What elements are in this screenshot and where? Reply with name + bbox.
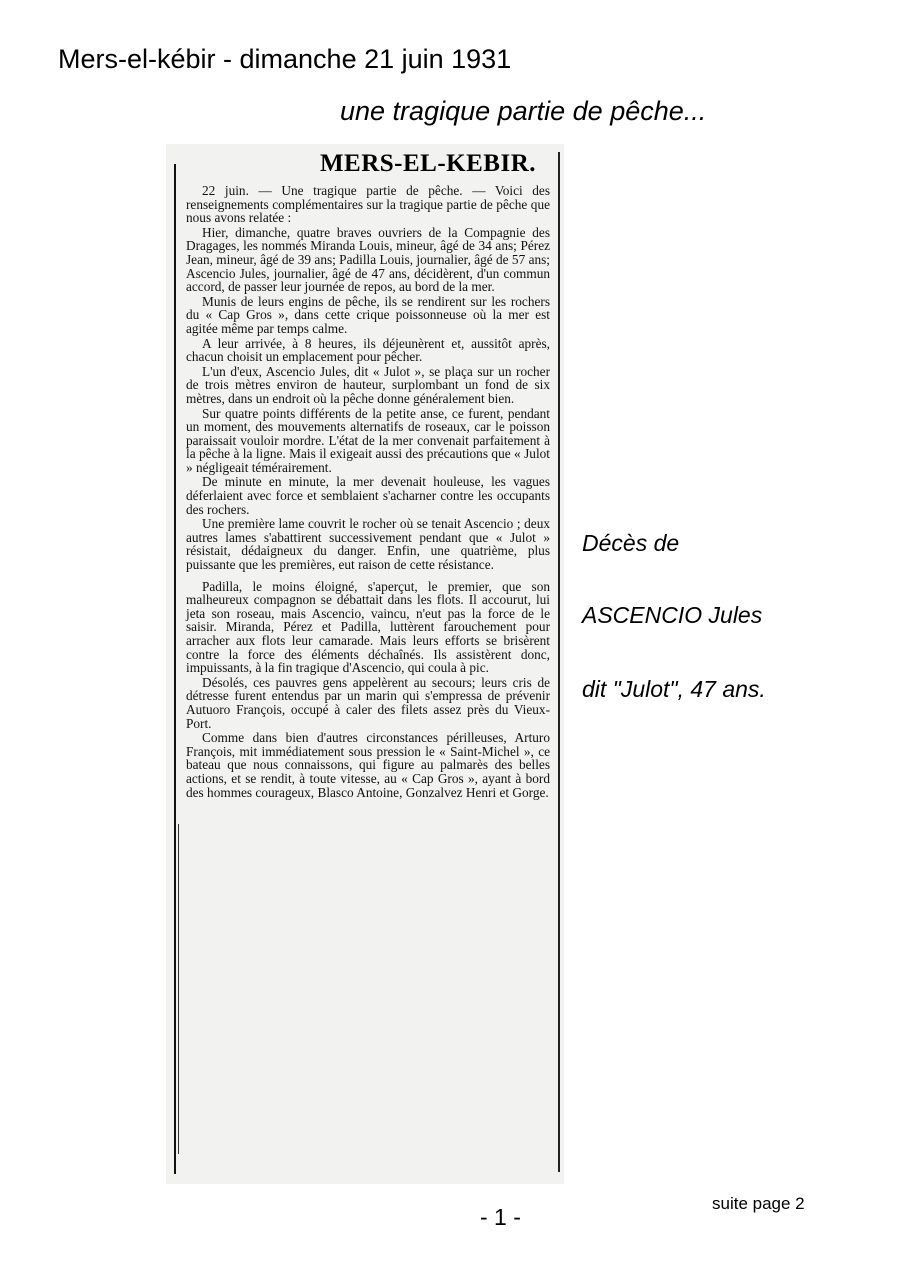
continuation-note: suite page 2: [712, 1194, 805, 1213]
page-title: Mers-el-kébir - dimanche 21 juin 1931: [58, 44, 512, 74]
clipping-paragraph: 22 juin. — Une tragique partie de pêche. — Voici des renseignements complémentaires sur la tragique partie de pêche que nous avons relatée :: [186, 183, 550, 226]
page-number: - 1 -: [480, 1204, 521, 1230]
death-note-line-1: Décès de: [582, 530, 680, 556]
clipping-paragraph: Munis de leurs engins de pêche, ils se rendirent sur les rochers du « Cap Gros », dans cette crique poissonneuse où la mer est agitée même par temps calme.: [186, 293, 550, 336]
newspaper-clipping: [166, 144, 564, 1184]
clipping-paragraph: Hier, dimanche, quatre braves ouvriers de la Compagnie des Dragages, les nommés Miranda Louis, mineur, âgé de 34 ans; Pérez Jean, mineur, âgé de 39 ans; Padilla Louis, journalier, âgé de 57 ans; Ascencio Jules, journalier, âgé de 47 ans, décidèrent, d'un commun accord, de passer leur journée de repos, au bord de la mer.: [186, 224, 550, 295]
clipping-paragraph: Sur quatre points différents de la petite anse, ce furent, pendant un moment, des mouvements alternatifs de roseaux, car le poisson paraissait vouloir mordre. L'état de la mer convenait parfaitement à la pêche à la ligne. Mais il exigeait aussi des précautions que « Julot » négligeait témérairement.: [186, 405, 550, 475]
clipping-headline: MERS-EL-KEBIR.: [319, 150, 536, 177]
death-note-line-3: dit "Julot", 47 ans.: [582, 676, 766, 702]
clipping-paragraph: De minute en minute, la mer devenait houleuse, les vagues déferlaient avec force et semblaient s'acharner contre les occupants des rochers.: [186, 474, 550, 517]
clipping-paragraph: Désolés, ces pauvres gens appelèrent au secours; leurs cris de détresse furent entendus par un marin qui s'empressa de prévenir Autuoro François, occupé à caler des filets assez près du Vieux-Port.: [186, 674, 550, 731]
clipping-paragraph: A leur arrivée, à 8 heures, ils déjeunèrent et, aussitôt après, chacun choisit un emplacement pour pêcher.: [186, 335, 550, 365]
death-note-line-2: ASCENCIO Jules: [582, 602, 763, 628]
clipping-paragraph: Padilla, le moins éloigné, s'aperçut, le premier, que son malheureux compagnon se débattait dans les flots. Il accourut, lui jeta son roseau, mais Ascencio, vaincu, n'eut pas la force de le saisir. Miranda, Pérez et Padilla, luttèrent farouchement pour arracher aux flots leur camarade. Mais leurs efforts se brisèrent contre la force des éléments déchaînés. Ils assistèrent donc, impuissants, à la fin tragique d'Ascencio, qui coula à pic.: [186, 578, 550, 676]
clipping-paragraph: Une première lame couvrit le rocher où se tenait Ascencio ; deux autres lames s'abattirent successivement pendant que « Julot » résistait, dédaigneux du danger. Enfin, une quatrième, plus puissante que les premières, eut raison de cette résistance.: [186, 516, 550, 573]
clipping-body: [186, 184, 550, 799]
clipping-paragraph: Comme dans bien d'autres circonstances périlleuses, Arturo François, mit immédiatement sous pression le « Saint-Michel », ce bateau que nous connaissons, qui figure au palmarès des belles actions, et se rendit, à toute vitesse, au « Cap Gros », ayant à bord des hommes courageux, Blasco Antoine, Gonzalvez Henri et Gorge.: [186, 730, 550, 800]
clipping-left-rule: [174, 164, 176, 1174]
clipping-paragraph: L'un d'eux, Ascencio Jules, dit « Julot », se plaça sur un rocher de trois mètres environ de hauteur, surplombant un fond de six mètres, dans un endroit où la pêche donne généralement bien.: [186, 363, 550, 406]
page-subtitle: une tragique partie de pêche...: [340, 96, 707, 126]
clipping-left-rule-lower: [178, 824, 179, 1154]
clipping-right-rule: [558, 152, 560, 1172]
